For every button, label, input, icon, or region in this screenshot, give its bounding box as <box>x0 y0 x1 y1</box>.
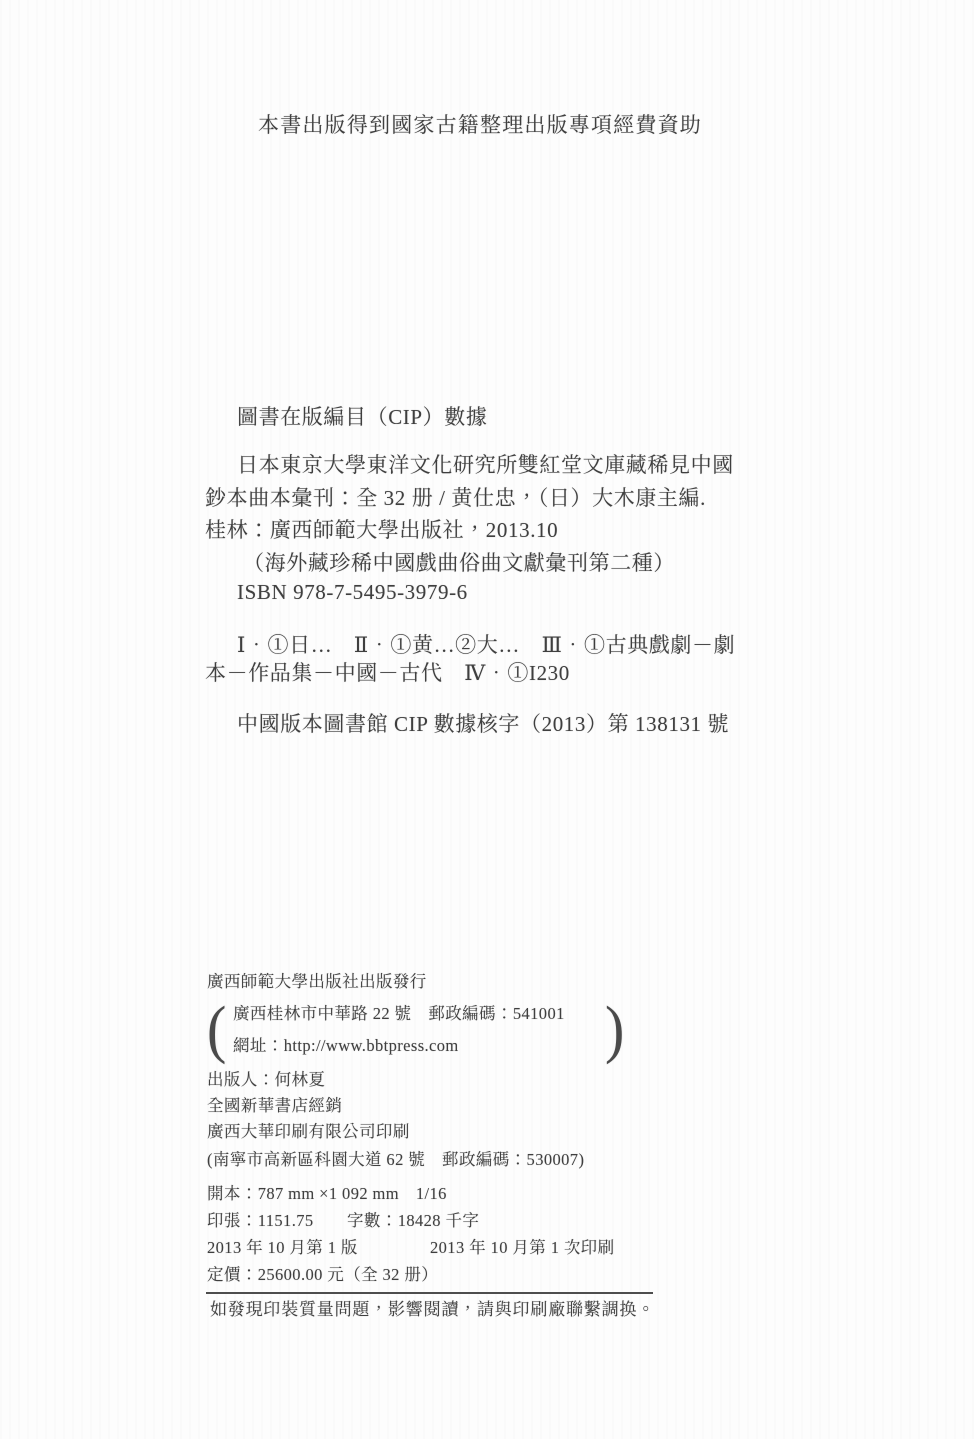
price-line: 定價：25600.00 元（全 32 册） <box>207 1265 439 1284</box>
printer-line: 廣西大華印刷有限公司印刷 <box>207 1122 410 1141</box>
cip-heading: 圖書在版編目（CIP）數據 <box>237 405 488 429</box>
funding-note: 本書出版得到國家古籍整理出版專項經費資助 <box>258 113 702 137</box>
distribution-line: 全國新華書店經銷 <box>207 1096 343 1115</box>
publisher-person-line: 出版人：何林夏 <box>207 1070 326 1089</box>
printer-address-line: (南寧市高新區科園大道 62 號 郵政編碼：530007) <box>207 1150 585 1169</box>
cip-isbn: ISBN 978-7-5495-3979-6 <box>237 580 468 604</box>
cip-record-line-3: 桂林：廣西師範大學出版社，2013.10 <box>205 518 559 542</box>
cip-classification-line-1: Ⅰ．①日… Ⅱ．①黄…②大… Ⅲ．①古典戲劇－劇 <box>237 633 736 657</box>
edition-value: 2013 年 10 月第 1 版 <box>207 1238 358 1257</box>
cip-series-note: （海外藏珍稀中國戲曲俗曲文獻彙刊第二種） <box>243 551 675 575</box>
publisher-address-group <box>207 992 627 1065</box>
paren-left-decoration: ( <box>207 992 227 1065</box>
cip-classification-line-2: 本－作品集－中國－古代 Ⅳ．①I230 <box>205 661 570 685</box>
printing-value: 2013 年 10 月第 1 次印刷 <box>430 1238 615 1257</box>
cip-record-number: 中國版本圖書館 CIP 數據核字（2013）第 138131 號 <box>237 712 730 736</box>
publisher-website-line: 網址：http://www.bbtpress.com <box>233 1036 459 1055</box>
cip-record-line-1: 日本東京大學東洋文化研究所雙紅堂文庫藏稀見中國 <box>237 453 734 477</box>
paren-right-decoration: ) <box>605 992 625 1065</box>
publisher-distribution-line: 廣西師範大學出版社出版發行 <box>207 972 427 991</box>
publisher-address-line: 廣西桂林市中華路 22 號 郵政編碼：541001 <box>233 1004 565 1023</box>
print-quality-note: 如發現印裝質量問題，影響閱讀，請與印刷廠聯繫調换。 <box>210 1300 655 1319</box>
sheets-value: 印張：1151.75 <box>207 1211 314 1230</box>
format-line: 開本：787 mm ×1 092 mm 1/16 <box>207 1184 447 1203</box>
wordcount-value: 字數：18428 千字 <box>347 1211 480 1230</box>
divider-rule <box>206 1292 653 1294</box>
cip-record-line-2: 鈔本曲本彙刊：全 32 册 / 黄仕忠，（日）大木康主編. <box>205 486 706 510</box>
